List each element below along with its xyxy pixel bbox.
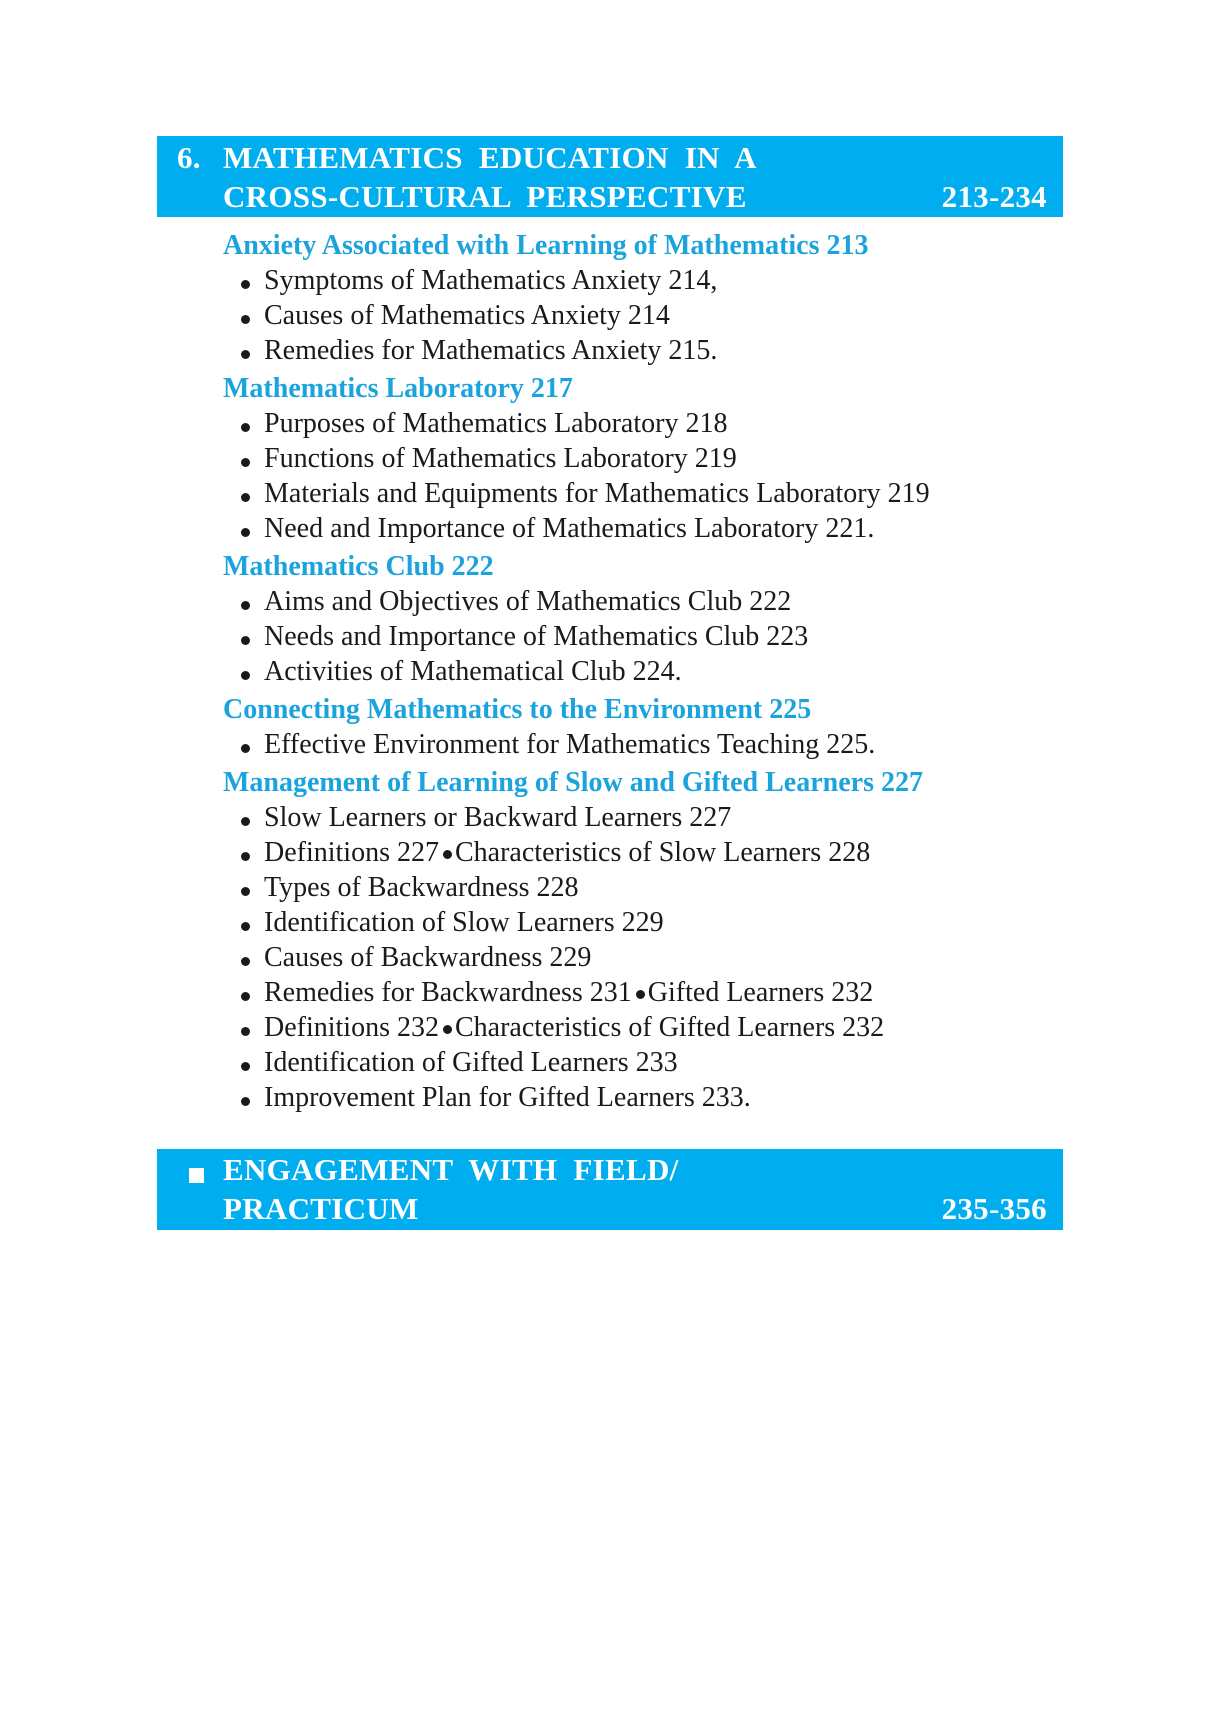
item-text: Materials and Equipments for Mathematics Laboratory 219	[264, 478, 930, 509]
bullet-icon	[241, 1062, 250, 1071]
bullet-icon	[241, 601, 250, 610]
list-item	[223, 975, 1063, 1010]
bullet-icon	[241, 1097, 250, 1106]
item-text: Identification of Slow Learners 229	[264, 907, 664, 938]
bullet-icon	[241, 817, 250, 826]
bullet-icon	[241, 922, 250, 931]
next-part-title-line1: ENGAGEMENT WITH FIELD/	[223, 1152, 679, 1187]
bullet-icon	[636, 990, 645, 999]
item-text: Effective Environment for Mathematics Teaching 225.	[264, 729, 876, 760]
item-text: Slow Learners or Backward Learners 227	[264, 802, 732, 833]
item-text: Identification of Gifted Learners 233	[264, 1047, 678, 1078]
bullet-icon	[241, 887, 250, 896]
bullet-icon	[241, 1027, 250, 1036]
list-item	[223, 619, 1063, 654]
section-heading: Mathematics Laboratory 217	[223, 373, 573, 404]
bullet-icon	[241, 315, 250, 324]
chapter-title-line2: CROSS-CULTURAL PERSPECTIVE	[223, 179, 747, 214]
list-item	[223, 1080, 1063, 1115]
list-item	[223, 1045, 1063, 1080]
item-text: Improvement Plan for Gifted Learners 233.	[264, 1082, 751, 1113]
next-part-banner	[157, 1149, 1063, 1230]
list-item	[223, 800, 1063, 835]
list-item	[223, 654, 1063, 689]
item-text: Definitions 232	[264, 1012, 439, 1043]
item-text: Characteristics of Slow Learners 228	[455, 837, 871, 868]
chapter-banner	[157, 136, 1063, 217]
bullet-icon	[241, 852, 250, 861]
list-item	[223, 584, 1063, 619]
bullet-icon	[241, 350, 250, 359]
list-item	[223, 835, 1063, 870]
item-text: Remedies for Backwardness 231	[264, 977, 632, 1008]
bullet-icon	[241, 458, 250, 467]
section-heading: Anxiety Associated with Learning of Mathematics 213	[223, 230, 869, 261]
item-text: Activities of Mathematical Club 224.	[264, 656, 682, 687]
next-part-pages: 235-356	[941, 1191, 1047, 1226]
item-text: Needs and Importance of Mathematics Club 223	[264, 621, 809, 652]
chapter-title-line1: MATHEMATICS EDUCATION IN A	[223, 140, 757, 175]
section-heading: Management of Learning of Slow and Gifted Learners 227	[223, 767, 923, 798]
list-item	[223, 476, 1063, 511]
list-item	[223, 940, 1063, 975]
item-text: Symptoms of Mathematics Anxiety 214,	[264, 265, 718, 296]
chapter-contents	[223, 225, 1063, 1115]
bullet-icon	[443, 1025, 452, 1034]
list-item	[223, 333, 1063, 368]
item-text: Aims and Objectives of Mathematics Club 222	[264, 586, 792, 617]
list-item	[223, 1010, 1063, 1045]
bullet-icon	[241, 992, 250, 1001]
list-item	[223, 406, 1063, 441]
section-heading: Connecting Mathematics to the Environment 225	[223, 694, 812, 725]
bullet-icon	[241, 744, 250, 753]
item-text: Remedies for Mathematics Anxiety 215.	[264, 335, 718, 366]
bullet-icon	[241, 493, 250, 502]
item-text: Need and Importance of Mathematics Laboratory 221.	[264, 513, 875, 544]
bullet-icon	[241, 423, 250, 432]
section-heading: Mathematics Club 222	[223, 551, 494, 582]
item-text: Causes of Backwardness 229	[264, 942, 592, 973]
item-text: Functions of Mathematics Laboratory 219	[264, 443, 737, 474]
chapter-pages: 213-234	[941, 179, 1047, 214]
item-text: Types of Backwardness 228	[264, 872, 579, 903]
bullet-icon	[443, 850, 452, 859]
list-item	[223, 905, 1063, 940]
bullet-icon	[241, 671, 250, 680]
item-text: Purposes of Mathematics Laboratory 218	[264, 408, 728, 439]
chapter-number: 6.	[177, 140, 201, 175]
item-text: Causes of Mathematics Anxiety 214	[264, 300, 670, 331]
bullet-icon	[241, 636, 250, 645]
square-bullet-icon	[189, 1168, 204, 1183]
bullet-icon	[241, 280, 250, 289]
item-text: Gifted Learners 232	[647, 977, 874, 1008]
item-text: Definitions 227	[264, 837, 439, 868]
list-item	[223, 727, 1063, 762]
list-item	[223, 263, 1063, 298]
list-item	[223, 441, 1063, 476]
list-item	[223, 870, 1063, 905]
item-text: Characteristics of Gifted Learners 232	[455, 1012, 885, 1043]
list-item	[223, 298, 1063, 333]
bullet-icon	[241, 957, 250, 966]
bullet-icon	[241, 528, 250, 537]
list-item	[223, 511, 1063, 546]
next-part-title-line2: PRACTICUM	[223, 1191, 419, 1226]
